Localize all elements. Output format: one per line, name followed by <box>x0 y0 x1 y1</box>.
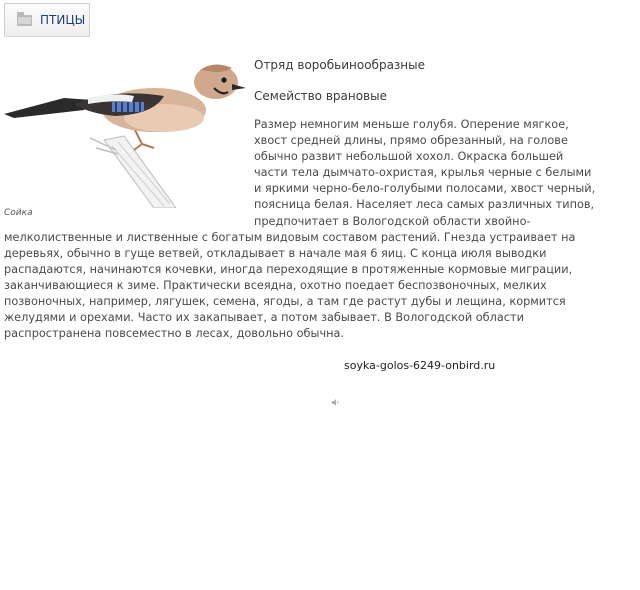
tab-birds[interactable] <box>4 3 90 37</box>
article <box>4 58 598 342</box>
description-text: Размер немногим меньше голубя. Оперение мягкое, хвост средней длины, прямо обрезанный, на голове обычно развит небольшой хохол. Окраска большей части тела дымчато-охристая, крылья черные с белыми и яркими черно-бело-голубыми полосами, хвост черный, поясница белая. Населяет леса самых различных типов, предпочитает в Вологодской области хвойно-мелколиственные и лиственные с богатым видовым составом растений. Гнезда устраивает на деревьях, обычно в гуще ветвей, откладывает в начале мая 6 яиц. С конца июля выводки распадаются, начинаются кочевки, иногда переходящие в протяженные кормовые миграции, заканчивающиеся к зиме. Практически всеядна, охотно поедает беспозвоночных, мелких позвоночных, например, лягушек, семена, ягоды, а там где растут дубы и лещина, кормится желудями и орехами. Часто их закапывает, а потом забывает. В Вологодской области распространена повсеместно в лесах, довольно обычна. <box>4 118 596 341</box>
speaker-icon[interactable] <box>331 398 340 407</box>
jay-bird-image <box>4 58 246 208</box>
tab-label: ПТИЦЫ <box>40 13 86 27</box>
folder-icon <box>17 15 32 26</box>
audio-link[interactable]: soyka-golos-6249-onbird.ru <box>344 359 496 372</box>
order-title: Отряд воробьинообразные <box>254 58 426 72</box>
family-title: Семейство врановые <box>254 89 387 103</box>
image-caption: Сойка <box>4 208 33 218</box>
bird-illustration <box>4 58 246 224</box>
